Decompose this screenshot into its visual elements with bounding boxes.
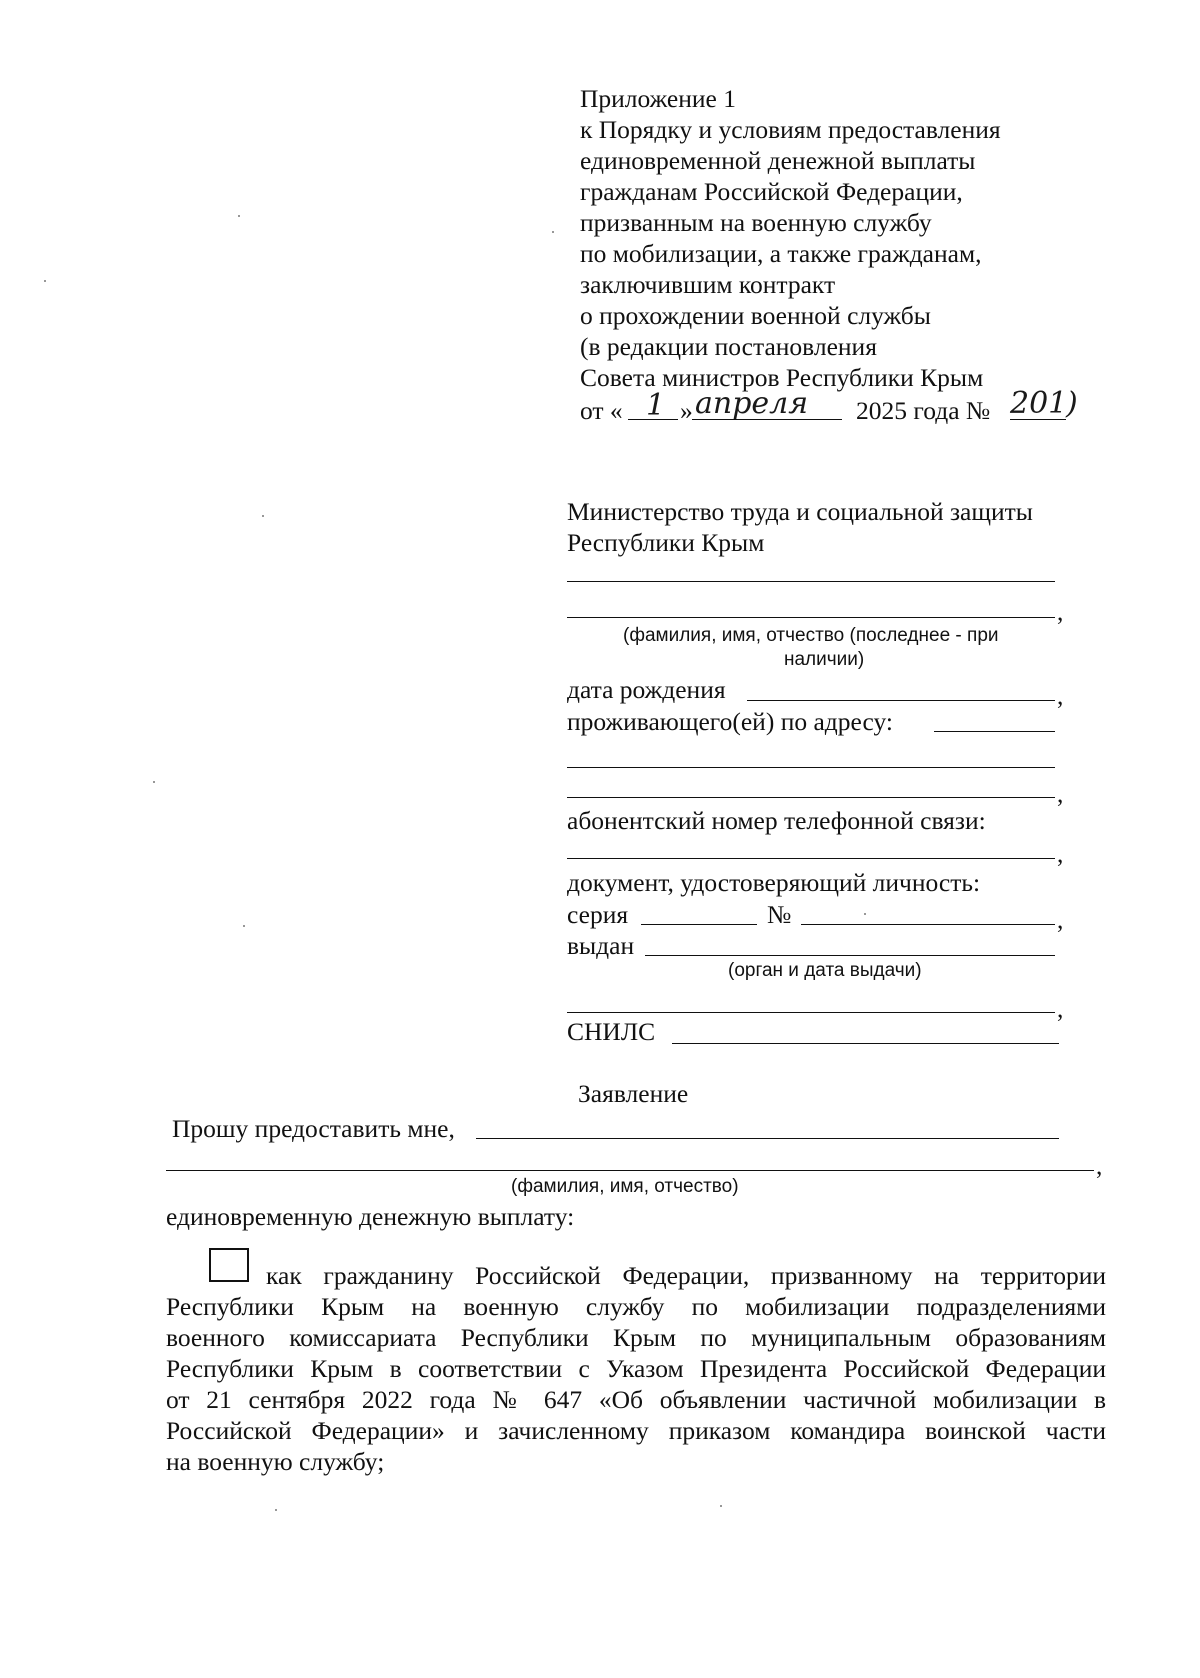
address-label: проживающего(ей) по адресу: [567,707,893,736]
comma: , [1057,779,1064,808]
issued-field-2[interactable] [567,1012,1055,1013]
scan-speck [243,925,245,927]
snils-field[interactable] [672,1043,1059,1044]
appendix-line: единовременной денежной выплаты [580,146,976,175]
number-label: № [767,900,792,929]
scan-speck [153,781,155,783]
handwritten-day: 1 [646,388,666,423]
appendix-line: призванным на военную службу [580,208,932,237]
appendix-line: к Порядку и условиям предоставления [580,115,1001,144]
handwritten-month: апреля [695,386,809,421]
payment-line: единовременную денежную выплату: [166,1202,575,1231]
birth-date-field[interactable] [747,700,1055,701]
option1-line: Республики Крым на военную службу по мобилизации подразделениями [166,1292,1106,1321]
comma: , [1057,839,1064,868]
snils-label: СНИЛС [567,1017,656,1046]
fio-hint: (фамилия, имя, отчество (последнее - при [623,625,999,646]
appendix-line: (в редакции постановления [580,332,877,361]
scan-speck [275,1509,277,1511]
phone-label: абонентский номер телефонной связи: [567,806,986,835]
fio-blank-line-2[interactable] [567,617,1055,618]
comma: , [1057,905,1064,934]
appendix-line: заключившим контракт [580,270,836,299]
comma: , [1057,681,1064,710]
issued-hint: (орган и дата выдачи) [728,960,922,981]
series-label: серия [567,900,629,929]
issued-label: выдан [567,931,635,960]
application-title: Заявление [578,1079,689,1108]
appendix-line: о прохождении военной службы [580,301,931,330]
fio-hint: наличии) [784,649,865,670]
decree-year-text: 2025 года № [856,396,991,425]
request-fio-field-1[interactable] [476,1138,1059,1139]
comma: , [1057,597,1064,626]
fio-blank-line-1[interactable] [567,581,1055,582]
scan-speck [238,215,240,217]
comma: , [1057,994,1064,1023]
appendix-line: Приложение 1 [580,84,736,113]
scan-speck [720,1505,722,1507]
option1-line: Республики Крым в соответствии с Указом Президента Российской Федерации [166,1354,1106,1383]
issued-field[interactable] [645,955,1055,956]
id-doc-label: документ, удостоверяющий личность: [567,868,981,897]
decree-date-prefix: от « [580,396,623,425]
number-field[interactable] [801,924,1055,925]
scan-speck [552,231,554,233]
scan-speck [864,913,866,915]
phone-field[interactable] [567,858,1055,859]
comma: , [1096,1151,1103,1180]
address-field-1[interactable] [934,731,1055,732]
ministry-line: Министерство труда и социальной защиты [567,497,1033,526]
request-fio-hint: (фамилия, имя, отчество) [511,1176,739,1197]
option1-line: как гражданину Российской Федерации, призванному на территории [266,1261,1106,1290]
option1-text [166,1260,1106,1477]
decree-date-quote: » [680,396,693,425]
option1-line: на военную службу; [166,1447,385,1476]
address-field-2[interactable] [567,767,1055,768]
scan-speck [44,280,46,282]
scan-speck [262,515,264,517]
appendix-line: Совета министров Республики Крым [580,363,984,392]
birth-date-label: дата рождения [567,675,726,704]
appendix-line: гражданам Российской Федерации, [580,177,963,206]
request-fio-field-2[interactable] [166,1170,1094,1171]
option1-line: от 21 сентября 2022 года № 647 «Об объявлении частичной мобилизации в [166,1385,1106,1414]
option1-line: военного комиссариата Республики Крым по муниципальным образованиям [166,1323,1106,1352]
series-field[interactable] [641,924,757,925]
handwritten-decree-number: 201 [1010,386,1068,421]
ministry-line: Республики Крым [567,528,765,557]
request-label: Прошу предоставить мне, [172,1114,455,1143]
option1-line: Российской Федерации» и зачисленному приказом командира воинской части [166,1416,1106,1445]
handwritten-paren: ) [1066,386,1078,421]
address-field-3[interactable] [567,797,1055,798]
appendix-line: по мобилизации, а также гражданам, [580,239,982,268]
